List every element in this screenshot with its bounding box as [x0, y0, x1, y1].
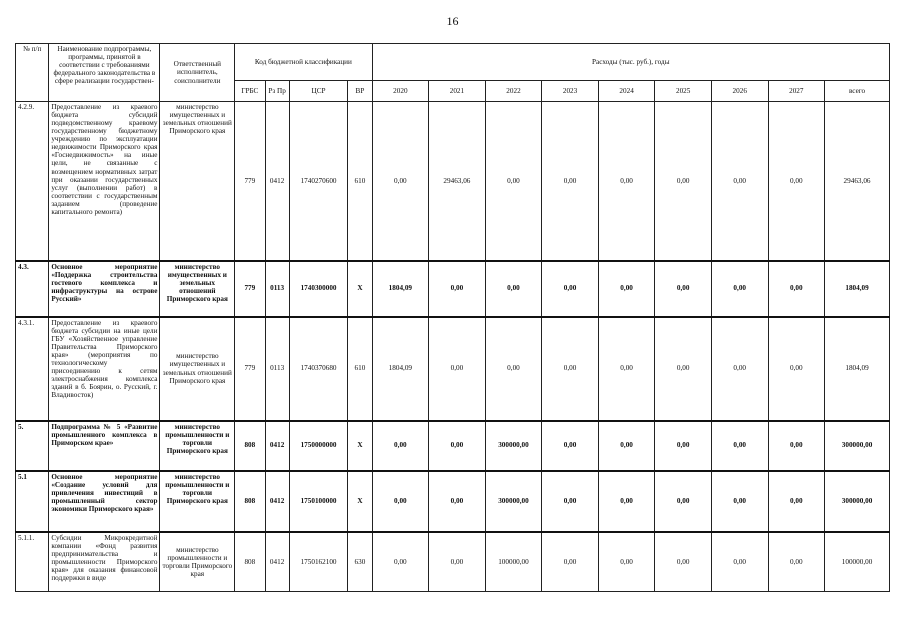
- row-2025: 0,00: [655, 421, 712, 471]
- row-total: 29463,06: [825, 102, 890, 261]
- row-2024: 0,00: [598, 471, 655, 532]
- row-name: Субсидии Микрокредитной компании «Фонд развития предпринимательства и промышленности Приморского края» для оказания финансовой поддержки в виде: [49, 532, 160, 592]
- row-2022: 0,00: [485, 317, 542, 421]
- budget-table: [15, 43, 890, 592]
- row-total: 300000,00: [825, 421, 890, 471]
- row-2020: 0,00: [372, 471, 429, 532]
- row-responsible: министерство имущественных и земельных отношений Приморского края: [160, 261, 235, 317]
- row-2025: 0,00: [655, 261, 712, 317]
- page-number: 16: [446, 14, 459, 28]
- row-csr: 1740300000: [289, 261, 348, 317]
- row-rzpr: 0113: [265, 317, 289, 421]
- row-rzpr: 0412: [265, 532, 289, 592]
- row-name: Основное мероприятие «Поддержка строительства гостевого комплекса и инфраструктуры на острове Русский»: [49, 261, 160, 317]
- row-2026: 0,00: [711, 471, 768, 532]
- header-responsible: Ответственный исполнитель, соисполнители: [160, 44, 235, 102]
- header-2025: 2025: [655, 81, 712, 102]
- row-number: 5.: [16, 421, 49, 471]
- row-2022: 300000,00: [485, 421, 542, 471]
- header-rzpr: Рз Пр: [265, 81, 289, 102]
- header-2022: 2022: [485, 81, 542, 102]
- row-2027: 0,00: [768, 261, 825, 317]
- row-grbs: 808: [235, 471, 265, 532]
- row-csr: 1750162100: [289, 532, 348, 592]
- table-header: [16, 44, 890, 102]
- row-total: 1804,09: [825, 261, 890, 317]
- row-2024: 0,00: [598, 261, 655, 317]
- row-csr: 1750100000: [289, 471, 348, 532]
- row-2027: 0,00: [768, 102, 825, 261]
- row-2027: 0,00: [768, 421, 825, 471]
- row-2022: 0,00: [485, 102, 542, 261]
- header-2020: 2020: [372, 81, 429, 102]
- header-num: № п/п: [16, 44, 49, 102]
- row-grbs: 779: [235, 317, 265, 421]
- row-2027: 0,00: [768, 317, 825, 421]
- table-row: [16, 317, 890, 421]
- row-name: Предоставление из краевого бюджета субсидий подведомственному краевому государственному бюджетному учреждению по эксплуатации недвижимости Приморского края «Госнедвижимость» на иные цели, не связанные с возмещением нормативных затрат при оказании государственных услуг (выполнении работ) в соответствии с государственным заданием (проведение капитального ремонта): [49, 102, 160, 261]
- row-responsible: министерство имущественных и земельных отношений Приморского края: [160, 317, 235, 421]
- row-grbs: 808: [235, 532, 265, 592]
- row-responsible: министерство имущественных и земельных отношений Приморского края: [160, 102, 235, 261]
- row-rzpr: 0412: [265, 471, 289, 532]
- row-csr: 1740370680: [289, 317, 348, 421]
- row-2027: 0,00: [768, 471, 825, 532]
- header-name: Наименование подпрограммы, программы, принятой в соответствии с требованиями федерального законодательства в сфере реализации государствен-: [49, 44, 160, 102]
- table-row: [16, 102, 890, 261]
- row-2021: 29463,06: [429, 102, 486, 261]
- row-2025: 0,00: [655, 102, 712, 261]
- row-responsible: министерство промышленности и торговли Приморского края: [160, 471, 235, 532]
- header-2027: 2027: [768, 81, 825, 102]
- row-2021: 0,00: [429, 421, 486, 471]
- table-row: [16, 471, 890, 532]
- row-csr: 1740270600: [289, 102, 348, 261]
- row-2021: 0,00: [429, 471, 486, 532]
- row-2021: 0,00: [429, 317, 486, 421]
- row-2022: 100000,00: [485, 532, 542, 592]
- header-2021: 2021: [429, 81, 486, 102]
- row-2025: 0,00: [655, 532, 712, 592]
- row-2023: 0,00: [542, 421, 599, 471]
- header-2023: 2023: [542, 81, 599, 102]
- row-2023: 0,00: [542, 261, 599, 317]
- row-grbs: 779: [235, 102, 265, 261]
- row-2025: 0,00: [655, 317, 712, 421]
- header-budget-code: Код бюджетной классификации: [235, 44, 372, 81]
- header-grbs: ГРБС: [235, 81, 265, 102]
- row-vr: Х: [348, 261, 372, 317]
- row-2025: 0,00: [655, 471, 712, 532]
- row-number: 5.1: [16, 471, 49, 532]
- table-row: [16, 532, 890, 592]
- row-2022: 0,00: [485, 261, 542, 317]
- row-name: Основное мероприятие «Создание условий для привлечения инвестиций в промышленный сектор экономики Приморского края»: [49, 471, 160, 532]
- row-2026: 0,00: [711, 421, 768, 471]
- row-2023: 0,00: [542, 471, 599, 532]
- row-rzpr: 0412: [265, 102, 289, 261]
- row-vr: Х: [348, 421, 372, 471]
- row-2023: 0,00: [542, 532, 599, 592]
- row-rzpr: 0113: [265, 261, 289, 317]
- row-responsible: министерство промышленности и торговли Приморского края: [160, 421, 235, 471]
- row-2021: 0,00: [429, 261, 486, 317]
- row-2020: 1804,09: [372, 317, 429, 421]
- row-total: 1804,09: [825, 317, 890, 421]
- row-name: Предоставление из краевого бюджета субсидии на иные цели ГБУ «Хозяйственное управление Правительства Приморского края» (мероприятия по технологическому присоединению к сетям электроснабжения комплекса зданий в б. Боярин, о. Русский, г. Владивосток): [49, 317, 160, 421]
- row-2022: 300000,00: [485, 471, 542, 532]
- row-grbs: 779: [235, 261, 265, 317]
- row-number: 4.3.1.: [16, 317, 49, 421]
- row-2026: 0,00: [711, 532, 768, 592]
- header-2024: 2024: [598, 81, 655, 102]
- row-2023: 0,00: [542, 102, 599, 261]
- row-responsible: министерство промышленности и торговли Приморского края: [160, 532, 235, 592]
- row-vr: 610: [348, 317, 372, 421]
- row-2024: 0,00: [598, 317, 655, 421]
- row-grbs: 808: [235, 421, 265, 471]
- row-vr: 610: [348, 102, 372, 261]
- row-vr: 630: [348, 532, 372, 592]
- row-2021: 0,00: [429, 532, 486, 592]
- row-2027: 0,00: [768, 532, 825, 592]
- row-rzpr: 0412: [265, 421, 289, 471]
- header-total: всего: [825, 81, 890, 102]
- row-2026: 0,00: [711, 317, 768, 421]
- row-2026: 0,00: [711, 261, 768, 317]
- row-number: 4.2.9.: [16, 102, 49, 261]
- row-2020: 0,00: [372, 532, 429, 592]
- row-number: 5.1.1.: [16, 532, 49, 592]
- row-vr: Х: [348, 471, 372, 532]
- table-row: [16, 421, 890, 471]
- header-2026: 2026: [711, 81, 768, 102]
- row-number: 4.3.: [16, 261, 49, 317]
- row-2023: 0,00: [542, 317, 599, 421]
- row-2020: 0,00: [372, 421, 429, 471]
- header-expenses: Расходы (тыс. руб.), годы: [372, 44, 889, 81]
- row-2020: 1804,09: [372, 261, 429, 317]
- row-2024: 0,00: [598, 102, 655, 261]
- row-2024: 0,00: [598, 532, 655, 592]
- header-vr: ВР: [348, 81, 372, 102]
- row-csr: 1750000000: [289, 421, 348, 471]
- row-2024: 0,00: [598, 421, 655, 471]
- row-name: Подпрограмма № 5 «Развитие промышленного комплекса в Приморском крае»: [49, 421, 160, 471]
- row-2026: 0,00: [711, 102, 768, 261]
- header-csr: ЦСР: [289, 81, 348, 102]
- row-2020: 0,00: [372, 102, 429, 261]
- row-total: 300000,00: [825, 471, 890, 532]
- row-total: 100000,00: [825, 532, 890, 592]
- table-row: [16, 261, 890, 317]
